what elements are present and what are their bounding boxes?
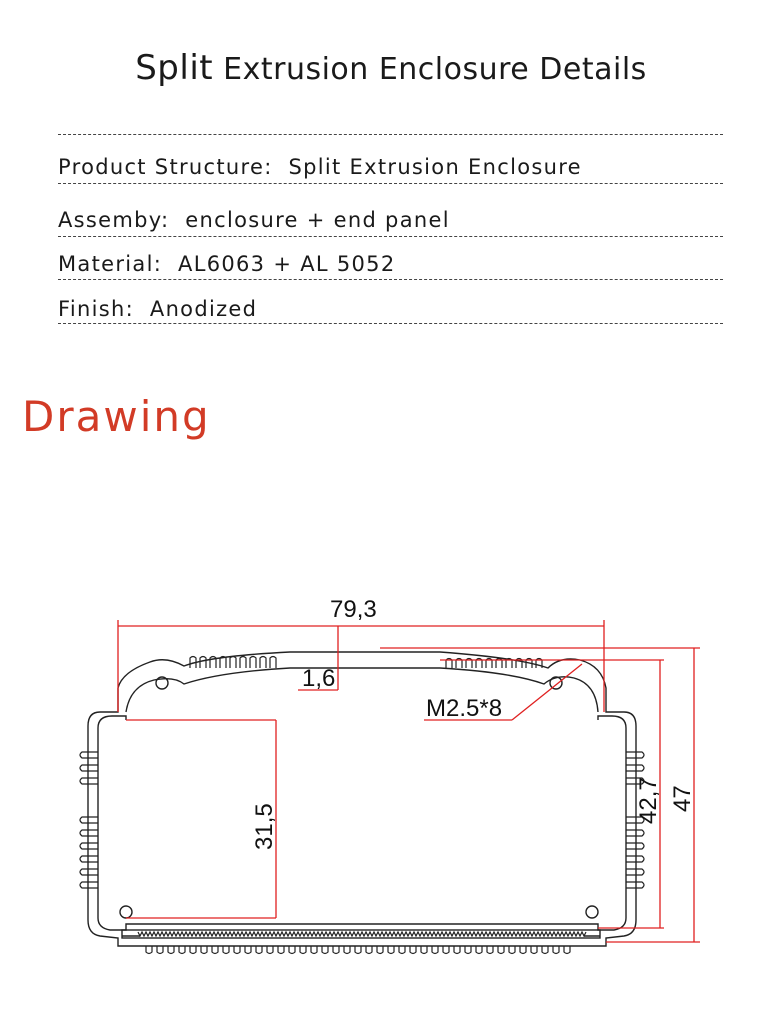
dim-width-label: 79,3 xyxy=(330,596,377,623)
title-word: Split xyxy=(135,48,214,88)
spec-material: Material: AL6063 + AL 5052 xyxy=(58,252,396,276)
dim-wall-label: 1,6 xyxy=(302,665,336,692)
title-rest: Extrusion Enclosure Details xyxy=(223,52,647,87)
spec-finish: Finish: Anodized xyxy=(58,297,258,321)
dim-screw-label: M2.5*8 xyxy=(426,695,503,722)
section-title: Drawing xyxy=(22,392,211,441)
dim-total-height-label: 47 xyxy=(669,785,696,812)
spec-assembly: Assemby: enclosure + end panel xyxy=(58,208,450,232)
enclosure-profile xyxy=(88,652,636,946)
dim-mid-height-label: 42,7 xyxy=(635,777,662,824)
spec-structure: Product Structure: Split Extrusion Enclosure xyxy=(58,155,582,179)
dim-inner-height-label: 31,5 xyxy=(251,803,278,850)
